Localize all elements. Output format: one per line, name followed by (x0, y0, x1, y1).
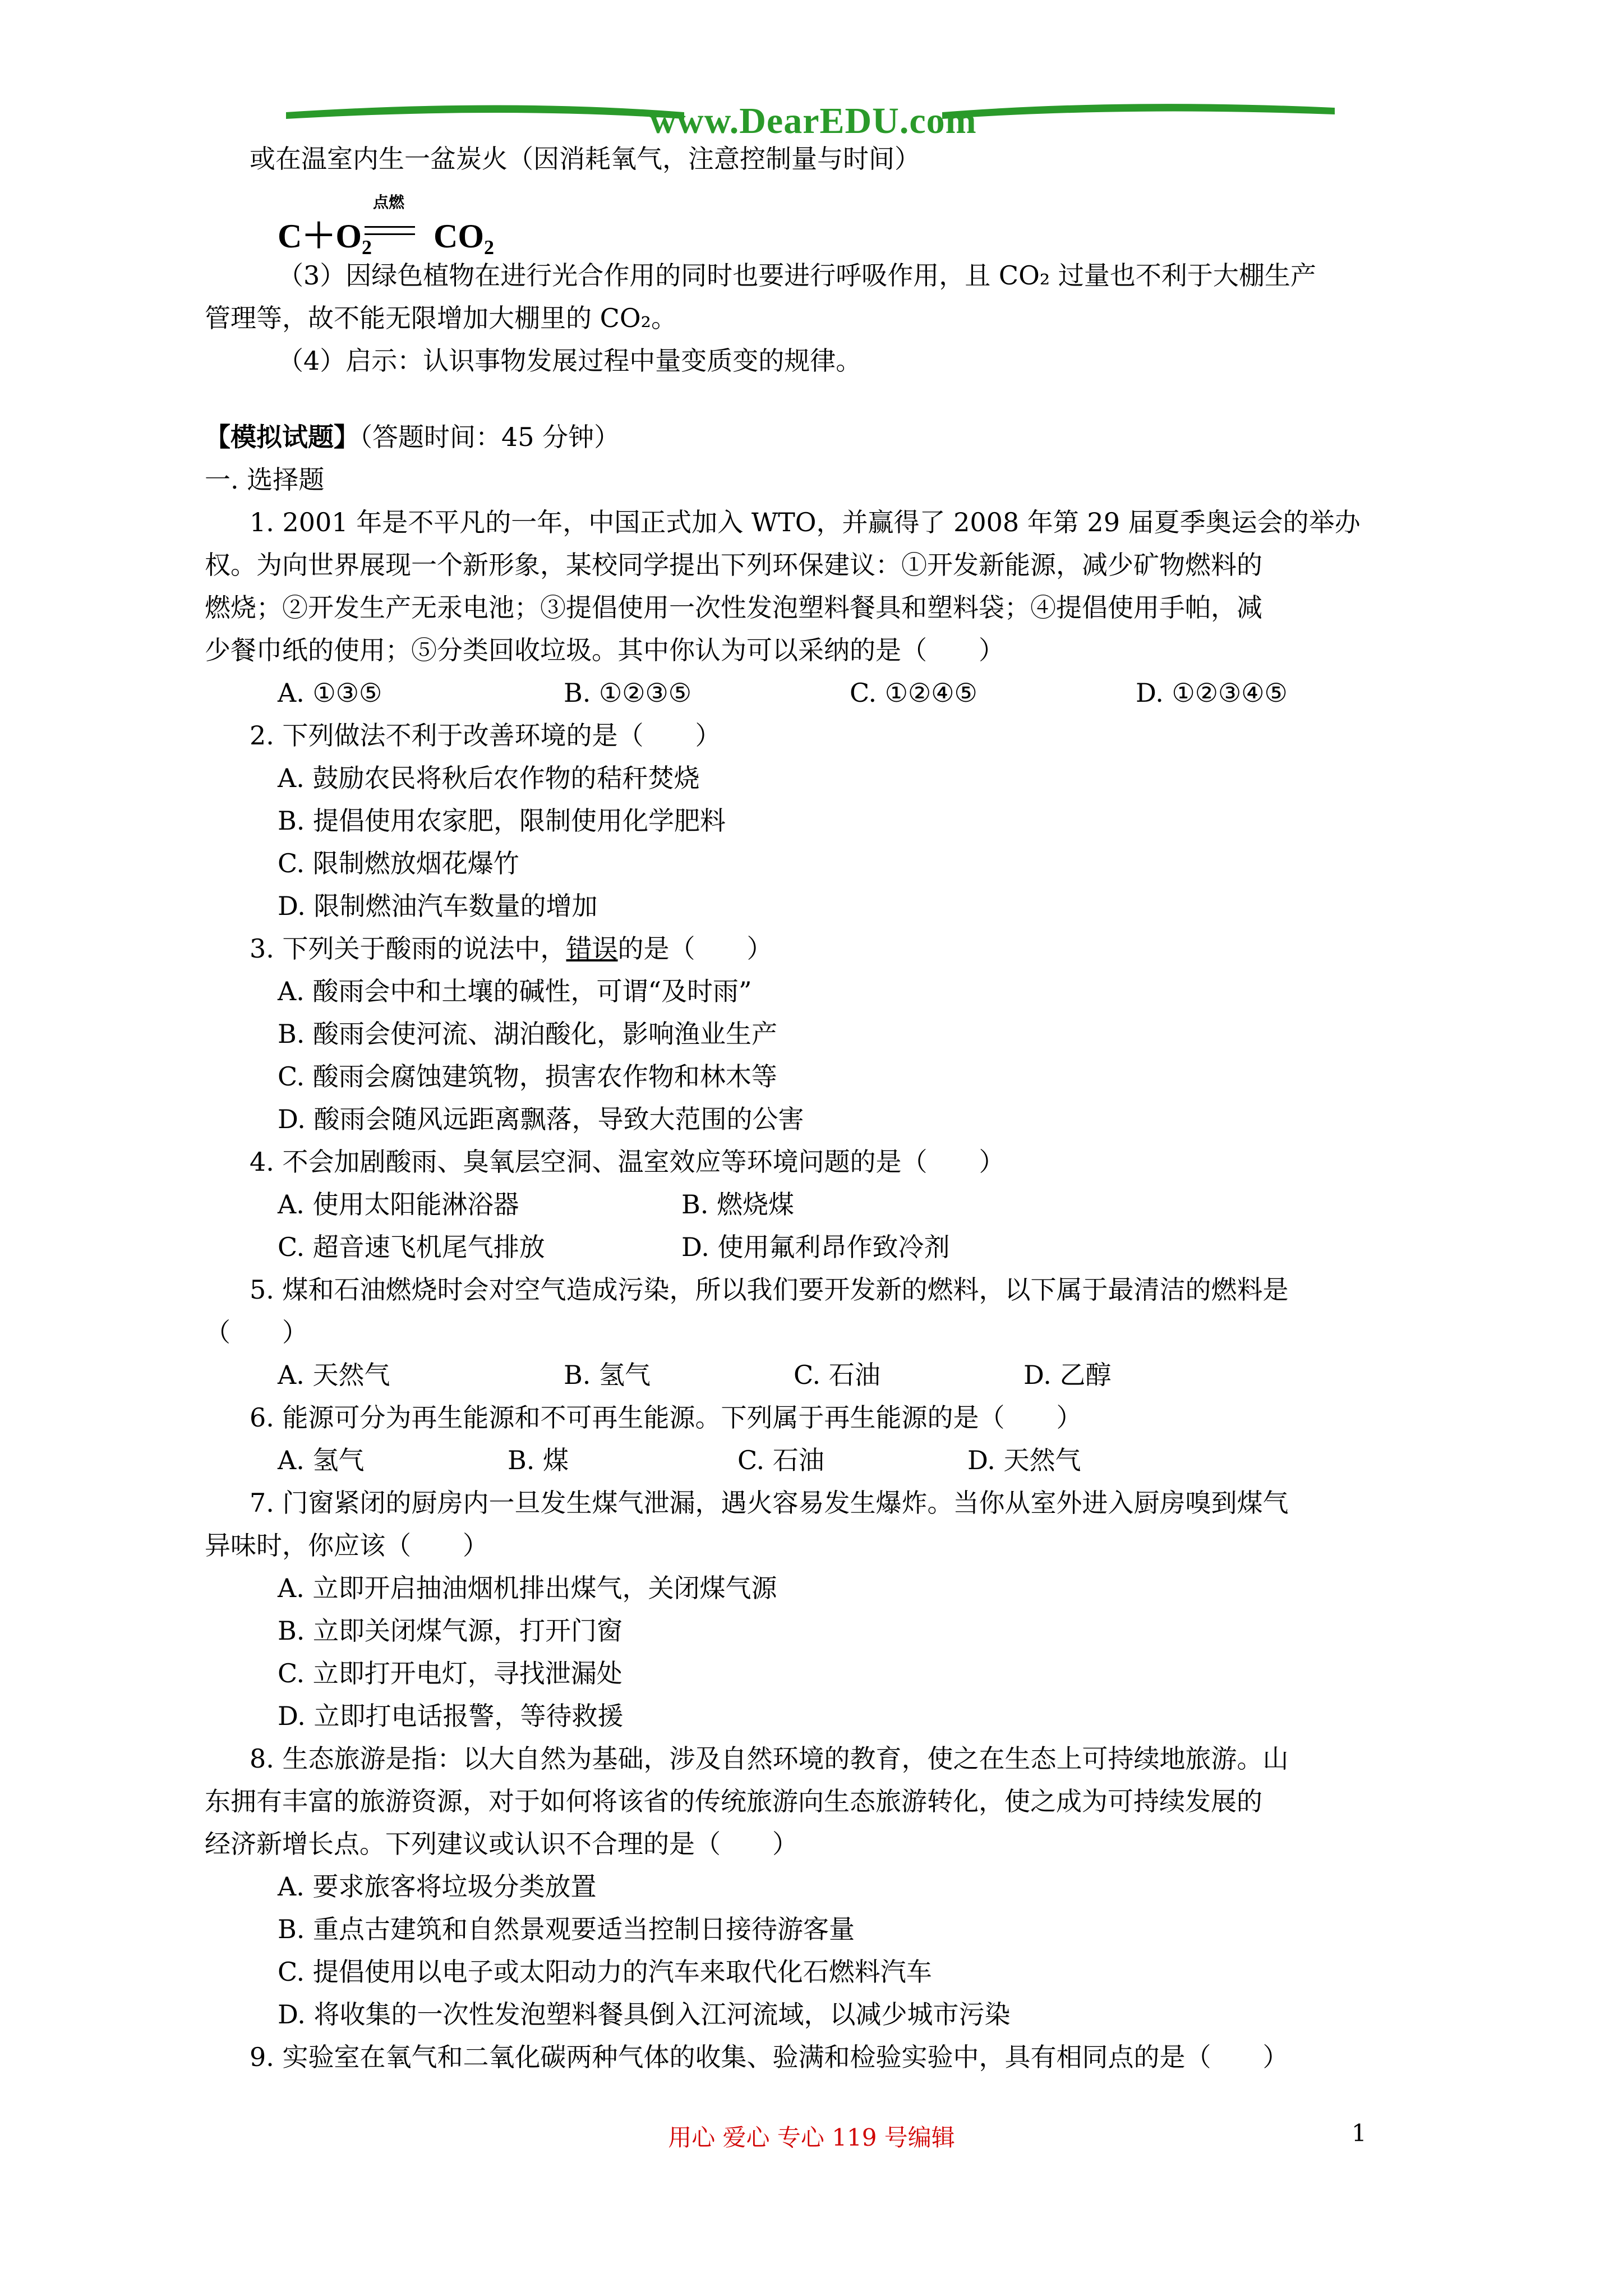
question-2-stem: 2. 下列做法不利于改善环境的是（ ） (250, 720, 721, 751)
option-c[interactable]: C. 酸雨会腐蚀建筑物，损害农作物和林木等 (278, 1061, 777, 1092)
question-6-options (205, 1439, 1427, 1481)
option-b[interactable]: B. 提倡使用农家肥，限制使用化学肥料 (278, 806, 726, 836)
equals-sign (365, 226, 415, 235)
option-c[interactable]: C. 石油 (737, 1445, 824, 1475)
question-1-line: 权。为向世界展现一个新形象，某校同学提出下列环保建议：①开发新能源，减少矿物燃料的 (205, 550, 1262, 580)
question-5-line: 5. 煤和石油燃烧时会对空气造成污染，所以我们要开发新的燃料，以下属于最清洁的燃料是 (250, 1274, 1289, 1305)
question-1-line: 燃烧；②开发生产无汞电池；③提倡使用一次性发泡塑料餐具和塑料袋；④提倡使用手帕，减 (205, 592, 1262, 623)
option-d[interactable]: D. 立即打电话报警，等待救援 (278, 1701, 624, 1731)
option-d[interactable]: D. 将收集的一次性发泡塑料餐具倒入江河流域，以减少城市污染 (278, 1999, 1011, 2030)
part-heading: 一. 选择题 (205, 464, 325, 495)
emphasis-text: 错误 (566, 933, 618, 964)
option-b[interactable]: B. 煤 (508, 1445, 569, 1475)
question-8-line: 经济新增长点。下列建议或认识不合理的是（ ） (205, 1829, 798, 1859)
section-title: 【模拟试题】 (205, 422, 359, 452)
text-line: 管理等，故不能无限增加大棚里的 CO₂。 (205, 303, 677, 333)
option-a[interactable]: A. 酸雨会中和土壤的碱性，可谓“及时雨” (278, 976, 752, 1006)
question-5-options (205, 1354, 1427, 1396)
option-b[interactable]: B. 重点古建筑和自然景观要适当控制日接待游客量 (278, 1914, 855, 1944)
question-8-line: 8. 生态旅游是指：以大自然为基础，涉及自然环境的教育，使之在生态上可持续地旅游。山 (250, 1743, 1289, 1774)
option-c[interactable]: C. 提倡使用以电子或太阳动力的汽车来取代化石燃料汽车 (278, 1957, 932, 1987)
option-c[interactable]: C. 立即打开电灯，寻找泄漏处 (278, 1658, 623, 1688)
option-d[interactable]: D. 限制燃油汽车数量的增加 (278, 891, 598, 921)
page-footer: 用心 爱心 专心 119 号编辑 (668, 2124, 955, 2151)
question-1-line: 少餐巾纸的使用；⑤分类回收垃圾。其中你认为可以采纳的是（ ） (205, 635, 1004, 665)
reaction-condition: 点燃 (373, 193, 405, 211)
option-d[interactable]: D. 酸雨会随风远距离飘落，导致大范围的公害 (278, 1104, 804, 1134)
option-a[interactable]: A. 立即开启抽油烟机排出煤气，关闭煤气源 (278, 1573, 777, 1603)
option-d[interactable]: D. 天然气 (967, 1445, 1081, 1475)
option-b[interactable]: B. 酸雨会使河流、湖泊酸化，影响渔业生产 (278, 1019, 778, 1049)
question-1-options (205, 671, 1427, 714)
option-a[interactable]: A. 氢气 (278, 1445, 365, 1475)
question-4-options-row (205, 1183, 1427, 1226)
question-6-stem: 6. 能源可分为再生能源和不可再生能源。下列属于再生能源的是（ ） (250, 1402, 1082, 1433)
option-a[interactable]: A. 鼓励农民将秋后农作物的秸秆焚烧 (278, 763, 700, 793)
option-c[interactable]: C. ①②④⑤ (850, 678, 978, 708)
question-5-line: （ ） (205, 1317, 308, 1347)
option-a[interactable]: A. 天然气 (278, 1360, 390, 1390)
stem-text: 的是（ ） (617, 933, 773, 964)
option-a[interactable]: A. 使用太阳能淋浴器 (278, 1189, 519, 1220)
option-d[interactable]: D. 乙醇 (1023, 1360, 1112, 1390)
text-line: （3）因绿色植物在进行光合作用的同时也要进行呼吸作用，且 CO₂ 过量也不利于大棚生产 (278, 260, 1316, 291)
option-d[interactable]: D. ①②③④⑤ (1136, 678, 1288, 708)
section-time: （答题时间：45 分钟） (359, 422, 620, 452)
question-1-line: 1. 2001 年是不平凡的一年，中国正式加入 WTO，并赢得了 2008 年第 29 届夏季奥运会的举办 (250, 507, 1361, 537)
text-line: （4）启示：认识事物发展过程中量变质变的规律。 (278, 346, 862, 376)
chemical-equation (205, 187, 1427, 254)
question-3-stem (205, 927, 1427, 970)
option-b[interactable]: B. ①②③⑤ (564, 678, 692, 708)
question-8-line: 东拥有丰富的旅游资源，对于如何将该省的传统旅游向生态旅游转化，使之成为可持续发展的 (205, 1786, 1262, 1816)
option-c[interactable]: C. 石油 (794, 1360, 880, 1390)
site-logo-text[interactable]: www.DearEDU.com (649, 100, 977, 141)
option-b[interactable]: B. 燃烧煤 (681, 1189, 795, 1220)
question-9-stem: 9. 实验室在氧气和二氧化碳两种气体的收集、验满和检验实验中，具有相同点的是（ ） (250, 2042, 1289, 2072)
main-content (205, 137, 1427, 2078)
option-c[interactable]: C. 超音速飞机尾气排放 (278, 1232, 545, 1262)
option-c[interactable]: C. 限制燃放烟花爆竹 (278, 848, 519, 878)
option-d[interactable]: D. 使用氟利昂作致冷剂 (681, 1232, 950, 1262)
option-b[interactable]: B. 氢气 (564, 1360, 651, 1390)
question-7-line: 7. 门窗紧闭的厨房内一旦发生煤气泄漏，遇火容易发生爆炸。当你从室外进入厨房嗅到煤气 (250, 1488, 1289, 1518)
stem-text: 3. 下列关于酸雨的说法中， (250, 933, 566, 964)
option-b[interactable]: B. 立即关闭煤气源，打开门窗 (278, 1616, 623, 1646)
question-4-options-row (205, 1226, 1427, 1268)
option-a[interactable]: A. ①③⑤ (278, 678, 382, 708)
page-number: 1 (1352, 2119, 1367, 2147)
question-7-line: 异味时，你应该（ ） (205, 1530, 488, 1561)
section-heading (205, 416, 1427, 458)
equation-left: C＋O₂ CO₂ (278, 218, 494, 255)
text-line: 或在温室内生一盆炭火（因消耗氧气，注意控制量与时间） (250, 144, 920, 174)
option-a[interactable]: A. 要求旅客将垃圾分类放置 (278, 1871, 597, 1902)
question-4-stem: 4. 不会加剧酸雨、臭氧层空洞、温室效应等环境问题的是（ ） (250, 1147, 1005, 1177)
